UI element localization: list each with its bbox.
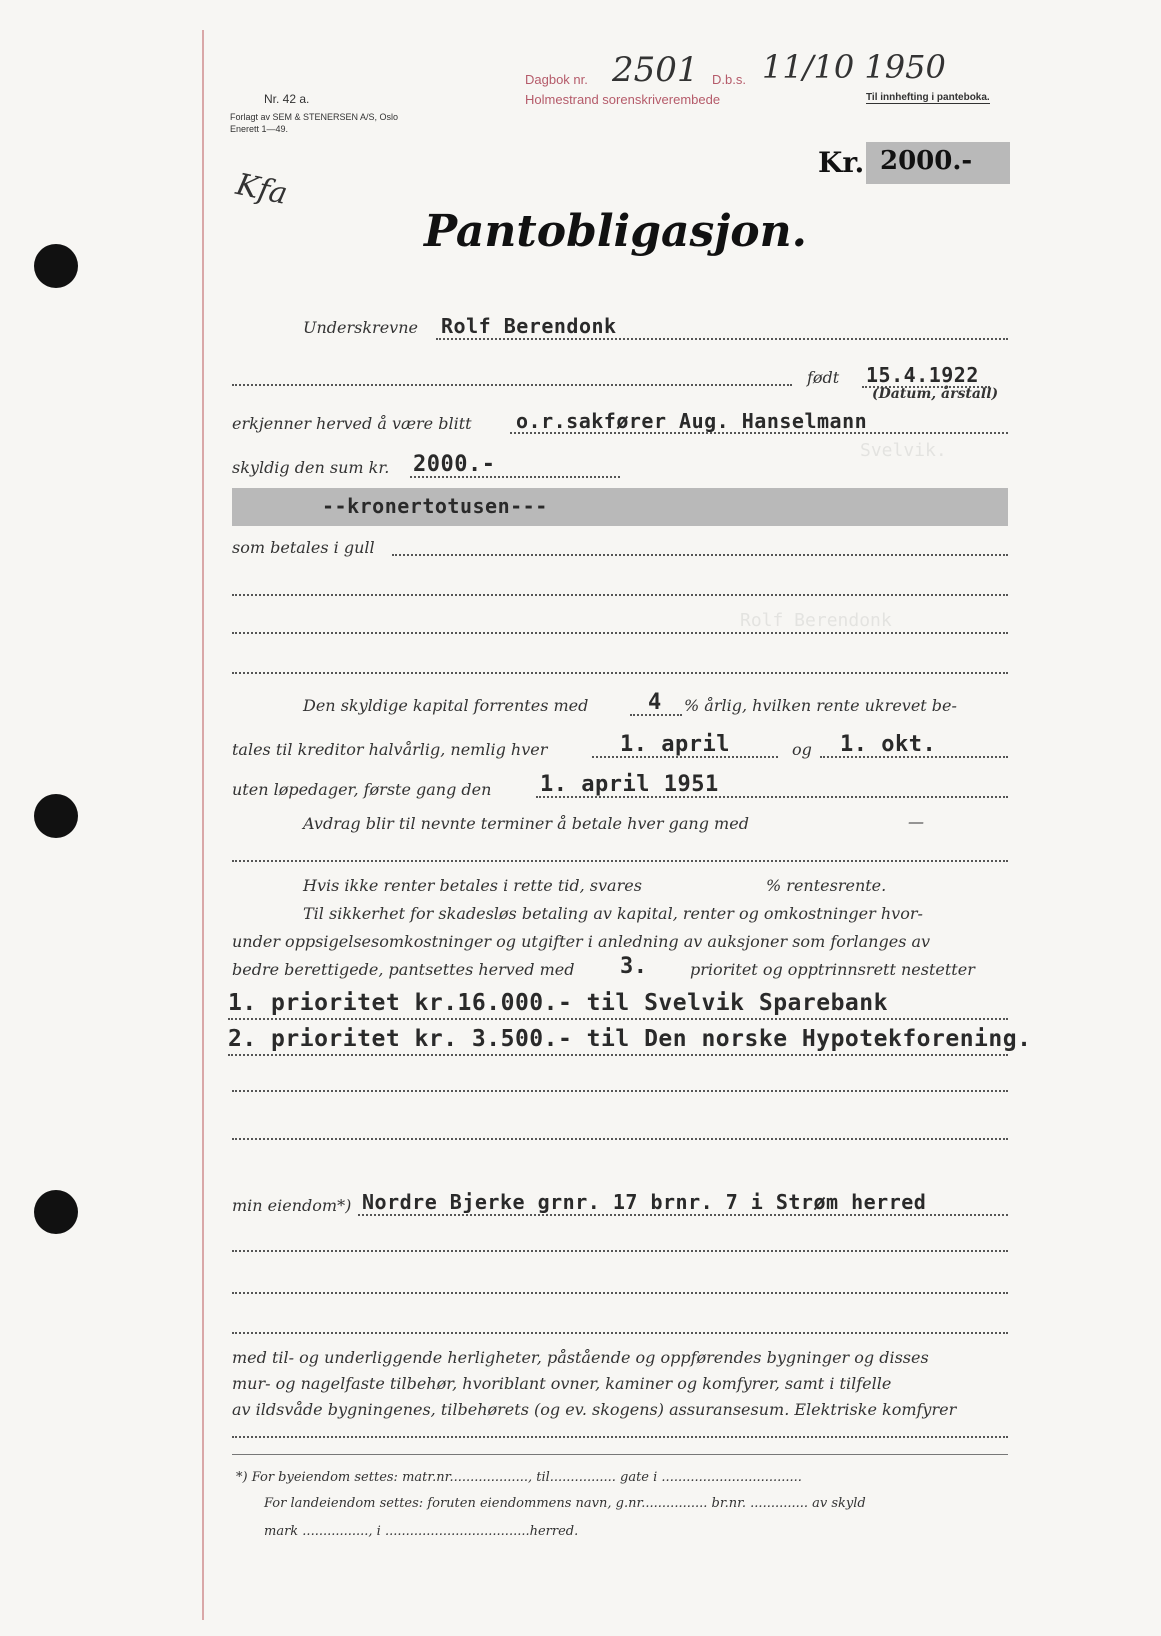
publisher-line-2: Enerett 1—49. (230, 124, 289, 134)
closing-text-1: med til- og underliggende herligheter, påstående og oppførendes bygninger og disses (232, 1348, 929, 1367)
underskrevne-label: Underskrevne (303, 318, 418, 337)
prior-claim-1: 1. prioritet kr.16.000.- til Svelvik Sparebank (228, 990, 888, 1016)
erkjenner-value: o.r.sakfører Aug. Hanselmann (516, 409, 868, 433)
page-title: Pantobligasjon. (424, 206, 807, 257)
fill-line (228, 1018, 1008, 1020)
amount-in-words: --kronertotusen--- (322, 494, 548, 518)
fill-line (232, 1436, 1008, 1438)
skyldig-label: skyldig den sum kr. (232, 458, 390, 477)
amount-value: 2000.- (880, 146, 973, 176)
fill-line (232, 1090, 1008, 1092)
fill-line (410, 476, 620, 478)
fodt-label: født (807, 368, 840, 387)
binder-hole-middle (34, 794, 78, 838)
rentes-text-2: % rentesrente. (766, 876, 887, 895)
stamp-office: Holmestrand sorenskriverembede (525, 92, 721, 107)
rentes-text: Hvis ikke renter betales i rette tid, svares (303, 876, 642, 895)
security-text-2: under oppsigelsesomkostninger og utgifter i anledning av auksjoner som forlanges av (232, 932, 931, 951)
footnote-line-1: *) For byeiendom settes: matr.nr..................., til................ gate i .................................. (236, 1470, 802, 1485)
fill-line (510, 432, 1008, 434)
fill-line (820, 756, 1008, 758)
eiendom-label: min eiendom*) (232, 1196, 352, 1215)
eiendom-value: Nordre Bjerke grnr. 17 brnr. 7 i Strøm herred (362, 1190, 927, 1214)
prior-claim-2: 2. prioritet kr. 3.500.- til Den norske Hypotekforening. (228, 1026, 1032, 1052)
bleed-through-text: Rolf Berendonk (740, 610, 892, 631)
initials-handwritten: Kfa (232, 167, 291, 212)
closing-text-3: av ildsvåde bygningenes, tilbehørets (og ev. skogens) assuransesum. Elektriske komfyrer (232, 1400, 957, 1419)
underskrevne-value: Rolf Berendonk (441, 314, 617, 338)
fill-line (232, 1250, 1008, 1252)
fodt-hint: (Datum, årstall) (872, 386, 999, 402)
stamp-dbs: D.b.s. (712, 72, 746, 87)
fill-line (392, 554, 1008, 556)
fill-line (630, 714, 682, 716)
term-text: tales til kreditor halvårlig, nemlig hver (232, 740, 548, 759)
fill-line (232, 860, 1008, 862)
priority-value: 3. (620, 954, 648, 979)
avdrag-text: Avdrag blir til nevnte terminer å betale hver gang med (303, 814, 749, 833)
amount-label: Kr. (818, 146, 865, 179)
interest-text-2: % årlig, hvilken rente ukrevet be- (684, 696, 957, 715)
publisher-line: Forlagt av SEM & STENERSEN A/S, Oslo (230, 112, 399, 122)
security-text-1: Til sikkerhet for skadesløs betaling av kapital, renter og omkostninger hvor- (303, 904, 923, 923)
footnote-divider (232, 1454, 1008, 1455)
margin-line (202, 30, 204, 1620)
term-date-2: 1. okt. (840, 732, 937, 757)
first-date-label: uten løpedager, første gang den (232, 780, 492, 799)
footnote-line-3: mark ................, i ...................................herred. (264, 1524, 579, 1539)
fill-line (436, 338, 1008, 340)
form-number: Nr. 42 a. (264, 92, 310, 106)
avdrag-value: — (908, 812, 924, 831)
fill-line (232, 594, 1008, 596)
fill-line (232, 384, 792, 386)
skyldig-value: 2000.- (413, 452, 496, 477)
fill-line (592, 756, 778, 758)
interest-rate: 4 (648, 690, 662, 715)
date-handwritten: 11/10 1950 (762, 48, 946, 86)
innhefting-note: Til innhefting i panteboka. (866, 92, 990, 103)
first-date-value: 1. april 1951 (540, 772, 719, 797)
fill-line (232, 1332, 1008, 1334)
fill-line (358, 1214, 1008, 1216)
fill-line (232, 1138, 1008, 1140)
dagbok-number: 2501 (612, 50, 699, 90)
term-date-1: 1. april (620, 732, 730, 757)
bleed-through-text: Svelvik. (860, 440, 947, 461)
stamp-dagbok: Dagbok nr. (525, 72, 588, 87)
fill-line (228, 1054, 1008, 1056)
erkjenner-label: erkjenner herved å være blitt (232, 414, 472, 433)
fill-line (232, 1292, 1008, 1294)
security-text-4: prioritet og opptrinnsrett nestetter (690, 960, 975, 979)
fodt-value: 15.4.1922 (866, 363, 979, 387)
closing-text-2: mur- og nagelfaste tilbehør, hvoriblant ovner, kaminer og komfyrer, samt i tilfelle (232, 1374, 892, 1393)
fill-line (232, 632, 1008, 634)
gull-label: som betales i gull (232, 538, 375, 557)
term-og: og (792, 740, 812, 759)
interest-text: Den skyldige kapital forrentes med (303, 696, 589, 715)
fill-line (232, 672, 1008, 674)
binder-hole-bottom (34, 1190, 78, 1234)
security-text-3: bedre berettigede, pantsettes herved med (232, 960, 575, 979)
fill-line (536, 796, 1008, 798)
binder-hole-top (34, 244, 78, 288)
footnote-line-2: For landeiendom settes: foruten eiendommens navn, g.nr................ br.nr. .............. av skyld (264, 1496, 866, 1511)
